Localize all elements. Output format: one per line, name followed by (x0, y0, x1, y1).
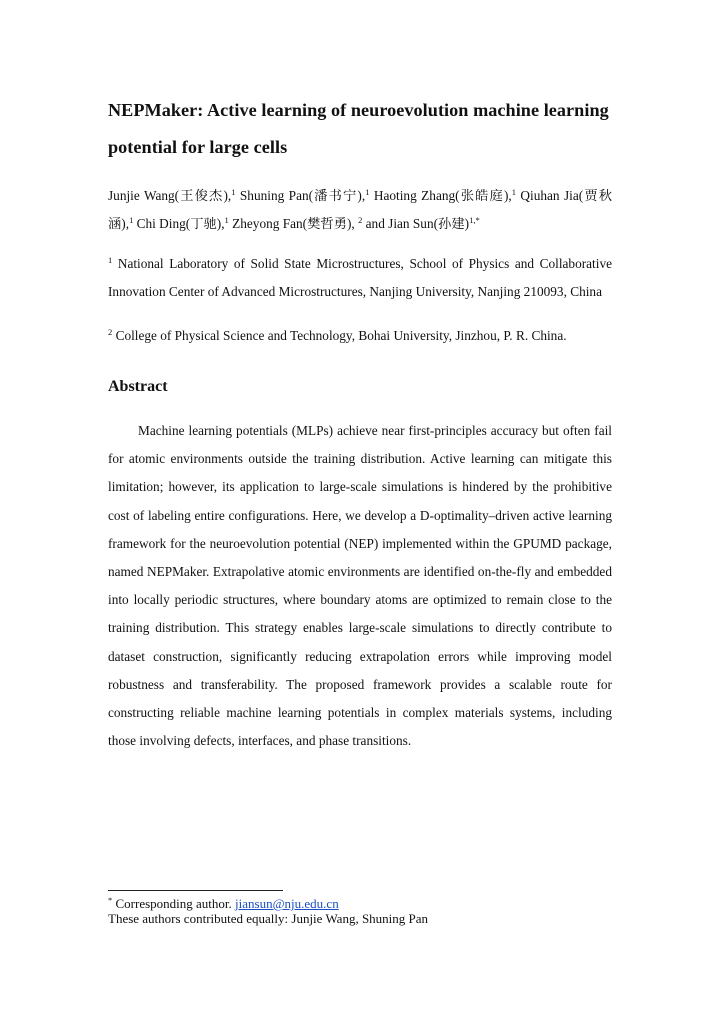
affiliation-1 (108, 250, 612, 306)
main-content (108, 92, 612, 769)
author-affiliation-mark: 1 (511, 187, 516, 197)
abstract-heading: Abstract (108, 378, 168, 395)
equal-contribution-note: These authors contributed equally: Junjie Wang, Shuning Pan (108, 911, 429, 926)
footnote-marker: * (108, 895, 113, 905)
author-affiliation-mark: 2 (358, 215, 363, 225)
author-affiliation-mark: 1 (224, 215, 229, 225)
affiliation-text: College of Physical Science and Technology, Bohai University, Jinzhou, P. R. China. (115, 328, 567, 343)
author-name: Shuning Pan(潘书宁), (239, 188, 366, 203)
author-name: Zheyong Fan(樊哲勇), (232, 216, 355, 231)
affiliation-mark: 2 (108, 327, 113, 337)
author-affiliation-mark: 1,* (469, 215, 480, 225)
author-name: and Jian Sun(孙建) (365, 216, 470, 231)
abstract-paragraph: Machine learning potentials (MLPs) achieve near first-principles accuracy but often fail for atomic environments outside the training distribution. Active learning can mitigate this limitation; however, its application to large-scale simulations is hindered by the prohibitive cost of labeling entire configurations. Here, we develop a D-optimality–driven active learning framework for the neuroevolution potential (NEP) implemented within the GPUMD package, named NEPMaker. Extrapolative atomic environments are identified on-the-fly and embedded into locally periodic structures, where boundary atoms are optimized to remain close to the training distribution. This strategy enables large-scale simulations to directly contribute to dataset construction, significantly reducing extrapolation errors while improving model robustness and transferability. The proposed framework provides a scalable route for constructing reliable machine learning potentials in complex materials systems, including those involving defects, interfaces, and phase transitions. (108, 423, 612, 749)
author-name: Haoting Zhang(张皓庭), (373, 188, 512, 203)
author-list (108, 182, 612, 238)
author-name: Qiuhan Jia(贾秋涵), (108, 188, 613, 231)
paper-title: NEPMaker: Active learning of neuroevolution machine learning potential for large cells (108, 100, 609, 157)
footnote-divider (108, 890, 283, 891)
author-affiliation-mark: 1 (365, 187, 370, 197)
corresponding-author-note (108, 896, 612, 911)
author-affiliation-mark: 1 (129, 215, 134, 225)
email-link[interactable]: jiansun@nju.edu.cn (235, 896, 339, 911)
author-name: Junjie Wang(王俊杰), (108, 188, 232, 203)
affiliation-text: National Laboratory of Solid State Microstructures, School of Physics and Collaborative Innovation Center of Advanced Microstructures, Nanjing University, Nanjing 210093, China (108, 256, 612, 299)
affiliation-2 (108, 322, 612, 350)
footnotes (108, 890, 612, 926)
author-affiliation-mark: 1 (231, 187, 236, 197)
affiliation-mark: 1 (108, 255, 113, 265)
corresponding-label: Corresponding author. (115, 896, 232, 911)
author-name: Chi Ding(丁驰), (136, 216, 225, 231)
